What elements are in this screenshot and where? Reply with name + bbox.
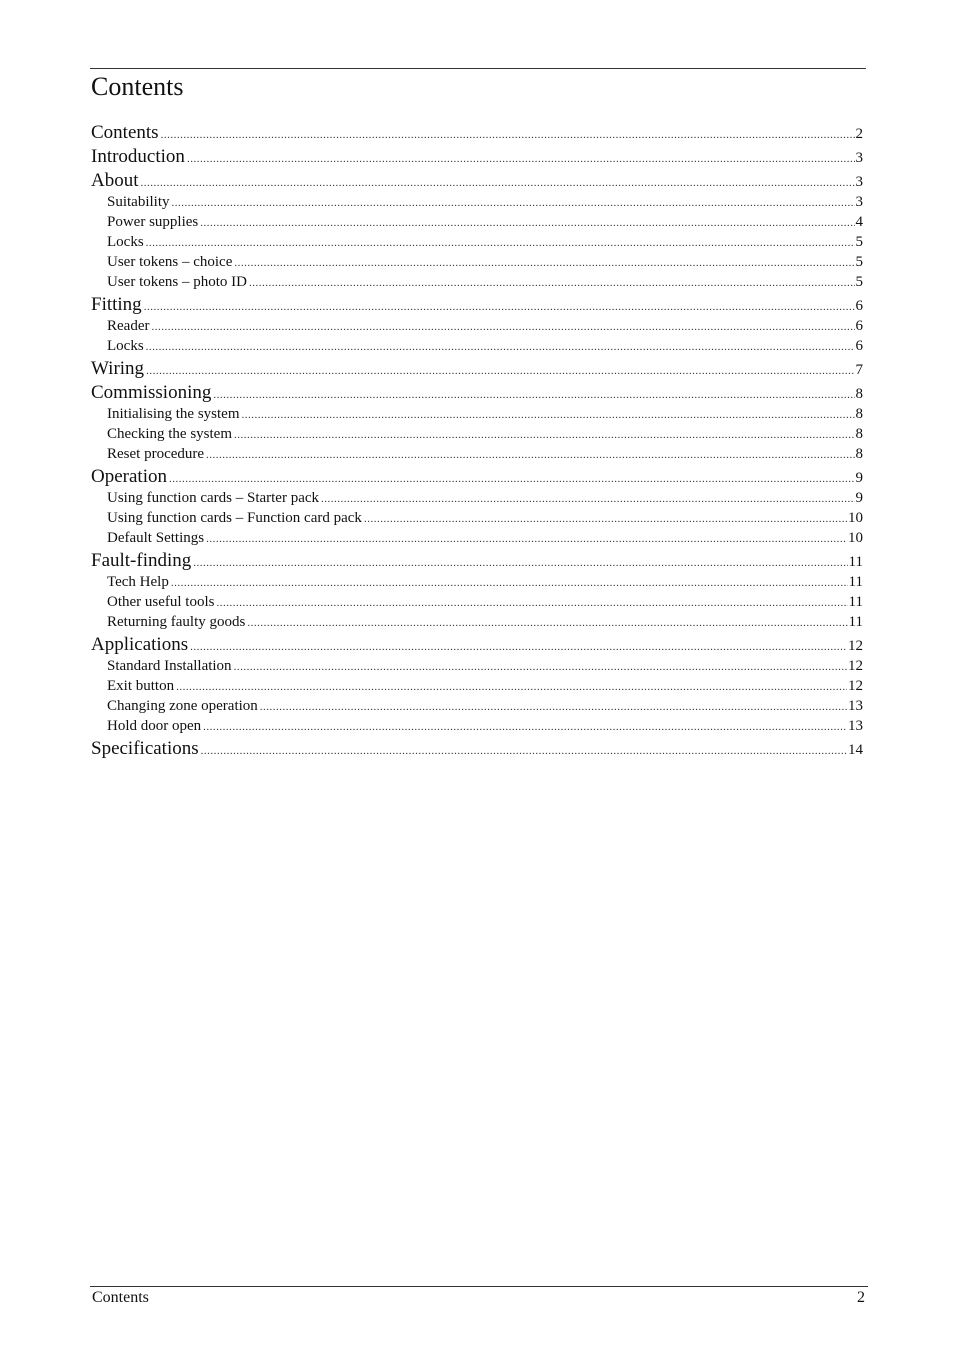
toc-page-number: 8 xyxy=(855,446,863,462)
toc-dot-leader xyxy=(141,170,855,192)
toc-entry-title: Wiring xyxy=(91,358,145,379)
toc-page-number: 14 xyxy=(848,742,863,758)
toc-entry[interactable] xyxy=(90,548,863,572)
table-of-contents xyxy=(90,120,863,760)
toc-entry[interactable] xyxy=(90,380,863,404)
toc-entry-title: Operation xyxy=(91,466,167,487)
toc-subentry[interactable] xyxy=(90,404,863,424)
toc-dot-leader xyxy=(151,317,854,336)
toc-page-number: 12 xyxy=(848,678,863,694)
toc-entry-title: Applications xyxy=(91,634,189,655)
toc-entry-title: Exit button xyxy=(107,678,175,694)
toc-page-number: 2 xyxy=(855,126,863,142)
footer-rule xyxy=(90,1286,868,1287)
toc-dot-leader xyxy=(187,146,855,168)
toc-dot-leader xyxy=(234,253,854,272)
toc-page-number: 11 xyxy=(848,554,863,570)
toc-page-number: 6 xyxy=(855,338,863,354)
toc-page-number: 13 xyxy=(848,698,863,714)
toc-entry-title: User tokens – choice xyxy=(107,254,233,270)
toc-subentry[interactable] xyxy=(90,696,863,716)
toc-entry-title: Other useful tools xyxy=(107,594,215,610)
page-title: Contents xyxy=(91,72,184,101)
toc-subentry[interactable] xyxy=(90,612,863,632)
toc-dot-leader xyxy=(169,466,855,488)
toc-page-number: 12 xyxy=(848,638,863,654)
toc-dot-leader xyxy=(242,405,855,424)
toc-dot-leader xyxy=(249,273,855,292)
header-rule xyxy=(90,68,866,69)
toc-entry-title: Suitability xyxy=(107,194,170,210)
toc-dot-leader xyxy=(146,358,854,380)
toc-entry-title: Reset procedure xyxy=(107,446,205,462)
toc-entry-title: Using function cards – Function card pack xyxy=(107,510,362,526)
toc-subentry[interactable] xyxy=(90,716,863,736)
toc-entry-title: Contents xyxy=(91,122,159,143)
toc-entry-title: Tech Help xyxy=(107,574,169,590)
toc-entry-title: Initialising the system xyxy=(107,406,240,422)
toc-dot-leader xyxy=(216,593,847,612)
toc-dot-leader xyxy=(144,294,855,316)
toc-dot-leader xyxy=(247,613,847,632)
toc-page-number: 7 xyxy=(855,362,863,378)
toc-page-number: 5 xyxy=(855,254,863,270)
toc-page-number: 8 xyxy=(855,386,863,402)
toc-entry[interactable] xyxy=(90,632,863,656)
toc-dot-leader xyxy=(171,573,848,592)
toc-dot-leader xyxy=(206,529,847,548)
toc-subentry[interactable] xyxy=(90,444,863,464)
toc-page-number: 11 xyxy=(848,574,863,590)
toc-entry-title: Reader xyxy=(107,318,150,334)
toc-subentry[interactable] xyxy=(90,232,863,252)
toc-page-number: 8 xyxy=(855,406,863,422)
toc-dot-leader xyxy=(146,233,855,252)
toc-entry[interactable] xyxy=(90,464,863,488)
toc-entry[interactable] xyxy=(90,168,863,192)
toc-subentry[interactable] xyxy=(90,572,863,592)
toc-entry-title: Changing zone operation xyxy=(107,698,258,714)
toc-dot-leader xyxy=(206,445,854,464)
toc-entry-title: Standard Installation xyxy=(107,658,232,674)
toc-page-number: 3 xyxy=(855,150,863,166)
toc-entry-title: Returning faulty goods xyxy=(107,614,246,630)
toc-entry-title: Default Settings xyxy=(107,530,205,546)
toc-dot-leader xyxy=(260,697,847,716)
toc-entry-title: Locks xyxy=(107,234,144,250)
toc-dot-leader xyxy=(176,677,847,696)
toc-entry-title: Power supplies xyxy=(107,214,199,230)
toc-dot-leader xyxy=(146,337,855,356)
toc-subentry[interactable] xyxy=(90,316,863,336)
toc-page-number: 10 xyxy=(848,510,863,526)
toc-dot-leader xyxy=(200,213,854,232)
footer-page-number: 2 xyxy=(857,1289,865,1306)
toc-page-number: 9 xyxy=(855,490,863,506)
toc-page-number: 11 xyxy=(848,594,863,610)
toc-entry[interactable] xyxy=(90,120,863,144)
toc-page-number: 13 xyxy=(848,718,863,734)
toc-dot-leader xyxy=(161,122,855,144)
toc-entry-title: Specifications xyxy=(91,738,199,759)
toc-entry-title: Using function cards – Starter pack xyxy=(107,490,320,506)
toc-dot-leader xyxy=(203,717,847,736)
toc-subentry[interactable] xyxy=(90,192,863,212)
toc-subentry[interactable] xyxy=(90,528,863,548)
toc-dot-leader xyxy=(234,425,855,444)
toc-entry[interactable] xyxy=(90,356,863,380)
toc-entry-title: Hold door open xyxy=(107,718,202,734)
toc-page-number: 8 xyxy=(855,426,863,442)
toc-dot-leader xyxy=(190,634,847,656)
toc-dot-leader xyxy=(193,550,847,572)
toc-page-number: 6 xyxy=(855,298,863,314)
toc-dot-leader xyxy=(364,509,847,528)
toc-page-number: 3 xyxy=(855,194,863,210)
toc-page-number: 11 xyxy=(848,614,863,630)
toc-page-number: 6 xyxy=(855,318,863,334)
toc-subentry[interactable] xyxy=(90,272,863,292)
footer-section-name: Contents xyxy=(92,1289,149,1306)
toc-entry-title: User tokens – photo ID xyxy=(107,274,247,290)
toc-subentry[interactable] xyxy=(90,336,863,356)
toc-dot-leader xyxy=(234,657,847,676)
toc-dot-leader xyxy=(321,489,854,508)
toc-page-number: 4 xyxy=(855,214,863,230)
toc-entry-title: Checking the system xyxy=(107,426,232,442)
toc-subentry[interactable] xyxy=(90,656,863,676)
toc-subentry[interactable] xyxy=(90,508,863,528)
toc-entry-title: Locks xyxy=(107,338,144,354)
toc-page-number: 12 xyxy=(848,658,863,674)
toc-entry[interactable] xyxy=(90,736,863,760)
toc-dot-leader xyxy=(172,193,855,212)
toc-page-number: 9 xyxy=(855,470,863,486)
toc-entry-title: About xyxy=(91,170,139,191)
toc-subentry[interactable] xyxy=(90,252,863,272)
toc-entry-title: Commissioning xyxy=(91,382,212,403)
toc-entry-title: Fault-finding xyxy=(91,550,192,571)
toc-subentry[interactable] xyxy=(90,212,863,232)
toc-subentry[interactable] xyxy=(90,424,863,444)
toc-page-number: 3 xyxy=(855,174,863,190)
toc-dot-leader xyxy=(213,382,854,404)
toc-subentry[interactable] xyxy=(90,592,863,612)
toc-subentry[interactable] xyxy=(90,676,863,696)
toc-page-number: 10 xyxy=(848,530,863,546)
toc-entry[interactable] xyxy=(90,144,863,168)
toc-entry[interactable] xyxy=(90,292,863,316)
toc-dot-leader xyxy=(201,738,847,760)
toc-entry-title: Fitting xyxy=(91,294,142,315)
toc-entry-title: Introduction xyxy=(91,146,185,167)
toc-page-number: 5 xyxy=(855,234,863,250)
toc-subentry[interactable] xyxy=(90,488,863,508)
toc-page-number: 5 xyxy=(855,274,863,290)
